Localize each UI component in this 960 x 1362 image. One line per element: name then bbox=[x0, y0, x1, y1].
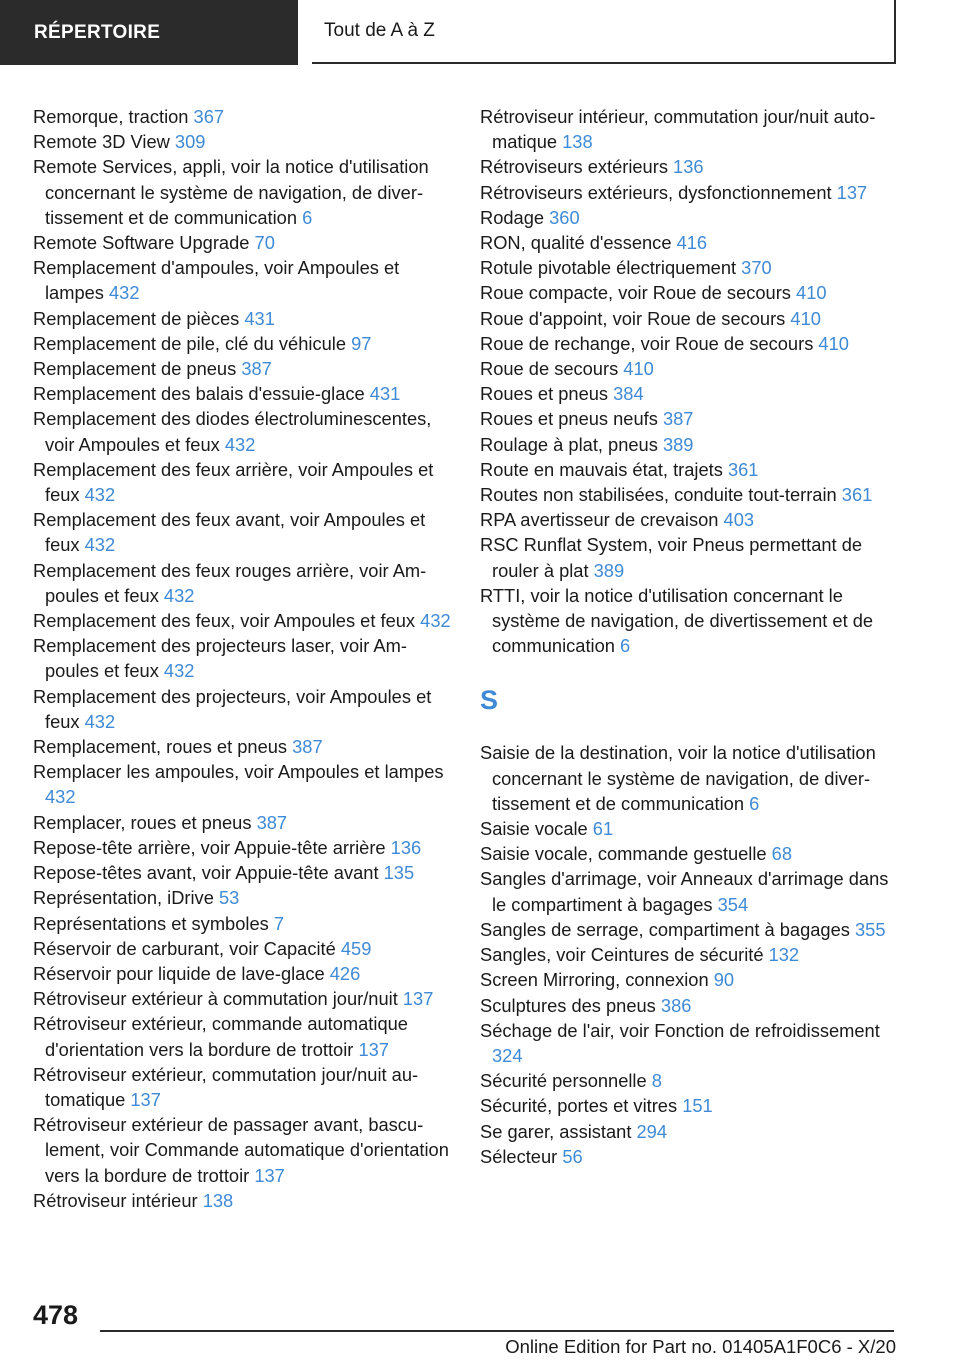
page-link[interactable]: 432 bbox=[163, 584, 195, 606]
page-link[interactable]: 389 bbox=[662, 433, 694, 455]
page-link[interactable]: 459 bbox=[340, 937, 372, 959]
entry-term: Saisie de la destination, voir la notice d'utilisation concernant le système de navigation, de divertissement et de communication bbox=[480, 742, 876, 814]
index-entry bbox=[33, 608, 453, 633]
page-link[interactable]: 431 bbox=[244, 307, 275, 329]
page-link[interactable]: 387 bbox=[292, 736, 323, 758]
page-link[interactable]: 8 bbox=[651, 1070, 662, 1092]
index-entry bbox=[33, 1011, 453, 1061]
entry-term: Représentations et symboles bbox=[33, 912, 274, 934]
entry-term: Remote 3D View bbox=[33, 131, 175, 153]
page-link[interactable]: 432 bbox=[224, 433, 256, 455]
entry-term: Remplacement des diodes électroluminescentes, voir Ampoules et feux bbox=[33, 408, 432, 455]
page-link[interactable]: 389 bbox=[593, 559, 625, 581]
page-link[interactable]: 432 bbox=[420, 610, 451, 632]
page-link[interactable]: 354 bbox=[717, 893, 749, 915]
page-link[interactable]: 367 bbox=[193, 106, 225, 127]
index-entry bbox=[480, 356, 900, 381]
entry-term: Remplacer les ampoules, voir Ampoules et lampes bbox=[33, 761, 444, 783]
entry-term: Rétroviseur extérieur à commutation jour/nuit bbox=[33, 988, 403, 1010]
page-link[interactable]: 137 bbox=[402, 988, 434, 1010]
index-entry bbox=[33, 129, 453, 154]
entry-term: Représentation, iDrive bbox=[33, 887, 219, 909]
entry-term: RON, qualité d'essence bbox=[480, 232, 677, 254]
entry-term: Rétroviseurs extérieurs, dysfonctionnement bbox=[480, 181, 837, 203]
index-entry bbox=[480, 993, 900, 1018]
index-entry bbox=[480, 205, 900, 230]
entry-term: Se garer, assistant bbox=[480, 1120, 637, 1142]
index-entry bbox=[480, 1093, 900, 1118]
index-column-left bbox=[33, 104, 453, 1213]
index-entry bbox=[33, 633, 453, 683]
entry-term: Roues et pneus bbox=[480, 383, 614, 405]
section-letter: S bbox=[480, 685, 499, 716]
page-link[interactable]: 7 bbox=[273, 912, 284, 934]
page-link[interactable]: 324 bbox=[492, 1044, 523, 1066]
page-link[interactable]: 387 bbox=[662, 408, 694, 430]
entry-term: Remplacer, roues et pneus bbox=[33, 811, 257, 833]
entry-term: Remote Software Upgrade bbox=[33, 232, 255, 254]
index-entry bbox=[480, 406, 900, 431]
entry-term: Roue compacte, voir Roue de secours bbox=[480, 282, 797, 304]
page-link[interactable]: 135 bbox=[383, 862, 415, 884]
entry-term: Sculptures des pneus bbox=[480, 994, 661, 1016]
edition-info: Online Edition for Part no. 01405A1F0C6 - X/20 bbox=[505, 1336, 896, 1357]
index-entry bbox=[480, 1068, 900, 1093]
page-link[interactable]: 432 bbox=[163, 660, 195, 682]
page-link[interactable]: 360 bbox=[549, 206, 580, 228]
index-entry bbox=[33, 1188, 453, 1213]
entry-term: Route en mauvais état, trajets bbox=[480, 458, 728, 480]
index-entry bbox=[33, 104, 453, 129]
page-link[interactable]: 386 bbox=[660, 994, 692, 1016]
index-entry bbox=[480, 331, 900, 356]
index-entry bbox=[480, 280, 900, 305]
entry-term: Rétroviseur extérieur, commutation jour/nuit automatique bbox=[33, 1063, 419, 1110]
entry-term: Rétroviseurs extérieurs bbox=[480, 156, 674, 178]
index-entry bbox=[33, 961, 453, 986]
index-entry bbox=[480, 816, 900, 841]
index-entry bbox=[33, 684, 453, 734]
index-entry bbox=[33, 759, 453, 809]
entry-term: Rétroviseur extérieur de passager avant, basculement, voir Commande automatique d'orientation vers la bordure de trottoir bbox=[33, 1114, 449, 1186]
index-entry bbox=[33, 986, 453, 1011]
entry-term: Roulage à plat, pneus bbox=[480, 433, 663, 455]
index-entry bbox=[33, 230, 453, 255]
index-entry bbox=[33, 1112, 453, 1188]
index-entry bbox=[480, 255, 900, 280]
index-entry bbox=[33, 507, 453, 557]
entry-term: Remplacement des balais d'essuie-glace bbox=[33, 383, 370, 405]
page-link[interactable]: 97 bbox=[351, 332, 372, 354]
entry-term: Séchage de l'air, voir Fonction de refroidissement bbox=[480, 1019, 880, 1041]
page-link[interactable]: 416 bbox=[676, 232, 708, 254]
entry-term: Remplacement de pièces bbox=[33, 307, 245, 329]
page-link[interactable]: 56 bbox=[562, 1145, 583, 1167]
index-entry bbox=[480, 967, 900, 992]
page-link[interactable]: 136 bbox=[390, 836, 422, 858]
page-link[interactable]: 432 bbox=[84, 710, 116, 732]
page-link[interactable]: 426 bbox=[329, 962, 361, 984]
index-entry bbox=[480, 841, 900, 866]
page-link[interactable]: 431 bbox=[369, 383, 401, 405]
entry-term: Roues et pneus neufs bbox=[480, 408, 663, 430]
page-header bbox=[0, 0, 960, 66]
page-link[interactable]: 90 bbox=[713, 969, 735, 991]
index-entry bbox=[480, 583, 900, 659]
index-entry bbox=[33, 154, 453, 230]
section-tab[interactable]: RÉPERTOIRE bbox=[0, 0, 298, 65]
page-link[interactable]: 137 bbox=[358, 1038, 389, 1060]
index-entry bbox=[480, 917, 900, 942]
entry-term: Réservoir pour liquide de lave-glace bbox=[33, 962, 330, 984]
page-link[interactable]: 384 bbox=[613, 383, 644, 405]
entry-term: Remplacement de pile, clé du véhicule bbox=[33, 332, 352, 354]
entry-term: Rotule pivotable électriquement bbox=[480, 257, 742, 279]
page-link[interactable]: 151 bbox=[682, 1095, 713, 1117]
index-entry bbox=[480, 230, 900, 255]
index-entry bbox=[480, 740, 900, 816]
entry-term: Remplacement d'ampoules, voir Ampoules et lampes bbox=[33, 257, 400, 304]
index-entry bbox=[33, 255, 453, 305]
index-entry bbox=[33, 1062, 453, 1112]
page-link[interactable]: 6 bbox=[302, 206, 313, 228]
index-entry bbox=[480, 432, 900, 457]
page-link[interactable]: 432 bbox=[45, 786, 76, 808]
index-entry bbox=[33, 381, 453, 406]
page-link[interactable]: 61 bbox=[592, 818, 614, 840]
entry-term: Remplacement des feux arrière, voir Ampoules et feux bbox=[33, 458, 434, 506]
entry-term: Sécurité, portes et vitres bbox=[480, 1095, 683, 1117]
page-link[interactable]: 6 bbox=[749, 792, 760, 814]
entry-term: Sangles d'arrimage, voir Anneaux d'arrimage dans le compartiment à bagages bbox=[480, 868, 889, 915]
page-link[interactable]: 138 bbox=[202, 1189, 234, 1211]
index-entry bbox=[33, 331, 453, 356]
footer-divider bbox=[100, 1330, 894, 1332]
index-entry bbox=[480, 180, 900, 205]
entry-term: Repose-tête arrière, voir Appuie-tête arrière bbox=[33, 836, 391, 858]
page-link[interactable]: 410 bbox=[796, 282, 827, 304]
page-link[interactable]: 355 bbox=[855, 918, 886, 940]
entry-term: Roue d'appoint, voir Roue de secours bbox=[480, 307, 791, 329]
entry-term: Sécurité personnelle bbox=[480, 1070, 652, 1092]
index-entry bbox=[480, 381, 900, 406]
entry-term: Roue de rechange, voir Roue de secours bbox=[480, 332, 819, 354]
entry-term: Rétroviseur intérieur bbox=[33, 1189, 203, 1211]
index-column-right bbox=[480, 104, 900, 1169]
page-link[interactable]: 136 bbox=[673, 156, 704, 178]
entry-term: RTTI, voir la notice d'utilisation concernant le système de navigation, de divertissement et de communication bbox=[480, 584, 874, 657]
entry-term: Remplacement des feux avant, voir Ampoules et feux bbox=[33, 509, 426, 556]
entry-term: Remorque, traction bbox=[33, 106, 194, 127]
index-entry bbox=[480, 104, 900, 154]
page-link[interactable]: 361 bbox=[727, 458, 759, 480]
entry-term: Sangles de serrage, compartiment à bagages bbox=[480, 918, 855, 940]
entry-term: Sangles, voir Ceintures de sécurité bbox=[480, 944, 769, 966]
index-entry bbox=[33, 936, 453, 961]
index-entry bbox=[480, 154, 900, 179]
entry-term: Remplacement des feux rouges arrière, voir Ampoules et feux bbox=[33, 559, 427, 606]
page-link[interactable]: 410 bbox=[818, 332, 849, 354]
entry-term: Saisie vocale, commande gestuelle bbox=[480, 843, 772, 865]
index-entry bbox=[33, 306, 453, 331]
index-entry bbox=[33, 558, 453, 608]
index-entry bbox=[33, 457, 453, 507]
index-entry bbox=[480, 1018, 900, 1068]
page-link[interactable]: 432 bbox=[84, 534, 116, 556]
index-entry bbox=[480, 482, 900, 507]
entry-term: Sélecteur bbox=[480, 1145, 563, 1167]
index-entry bbox=[480, 942, 900, 967]
entry-term: Routes non stabilisées, conduite tout-terrain bbox=[480, 484, 842, 506]
page-link[interactable]: 387 bbox=[256, 811, 288, 833]
page-link[interactable]: 370 bbox=[741, 257, 772, 279]
page-link[interactable]: 387 bbox=[241, 358, 272, 380]
index-entry bbox=[33, 885, 453, 910]
index-entry bbox=[33, 734, 453, 759]
page-link[interactable]: 70 bbox=[254, 232, 275, 254]
entry-term: Saisie vocale bbox=[480, 818, 593, 840]
index-entry bbox=[480, 306, 900, 331]
entry-term: Réservoir de carburant, voir Capacité bbox=[33, 937, 341, 959]
page-link[interactable]: 294 bbox=[636, 1120, 668, 1142]
page-link[interactable]: 137 bbox=[836, 181, 868, 203]
index-entry bbox=[480, 457, 900, 482]
index-entry bbox=[33, 810, 453, 835]
index-entry bbox=[33, 860, 453, 885]
page-link[interactable]: 138 bbox=[562, 131, 593, 153]
page-link[interactable]: 403 bbox=[723, 509, 755, 531]
entry-term: Remplacement des feux, voir Ampoules et feux bbox=[33, 610, 421, 632]
page-number: 478 bbox=[33, 1300, 79, 1330]
page-link[interactable]: 361 bbox=[841, 484, 873, 506]
index-entry bbox=[480, 1144, 900, 1169]
chapter-title: Tout de A à Z bbox=[312, 0, 896, 64]
entry-term: Repose-têtes avant, voir Appuie-tête avant bbox=[33, 862, 384, 884]
index-entry bbox=[480, 532, 900, 582]
index-list-s bbox=[480, 740, 900, 1168]
page-link[interactable]: 309 bbox=[174, 131, 206, 153]
page-link[interactable]: 410 bbox=[790, 307, 821, 329]
index-entry bbox=[33, 911, 453, 936]
entry-term: Remplacement, roues et pneus bbox=[33, 736, 293, 758]
page-link[interactable]: 432 bbox=[109, 282, 140, 304]
entry-term: Remplacement de pneus bbox=[33, 358, 242, 380]
entry-term: Rétroviseur extérieur, commande automatique d'orientation vers la bordure de trottoir bbox=[33, 1013, 408, 1060]
entry-term: Rétroviseur intérieur, commutation jour/nuit automatique bbox=[480, 106, 876, 153]
page-link[interactable]: 410 bbox=[623, 358, 654, 380]
page-link[interactable]: 53 bbox=[218, 887, 240, 909]
entry-term: Rodage bbox=[480, 206, 550, 228]
page-link[interactable]: 432 bbox=[84, 484, 116, 506]
index-entry bbox=[33, 406, 453, 456]
page-link[interactable]: 6 bbox=[620, 635, 631, 657]
entry-term: RPA avertisseur de crevaison bbox=[480, 509, 724, 531]
page-link[interactable]: 137 bbox=[130, 1088, 161, 1110]
index-entry bbox=[480, 866, 900, 916]
entry-term: RSC Runflat System, voir Pneus permettant de rouler à plat bbox=[480, 534, 863, 581]
index-list-r bbox=[480, 104, 900, 658]
index-entry bbox=[480, 1119, 900, 1144]
index-entry bbox=[480, 507, 900, 532]
page-link[interactable]: 68 bbox=[771, 843, 792, 865]
entry-term: Roue de secours bbox=[480, 358, 624, 380]
index-entry bbox=[33, 835, 453, 860]
entry-term: Remplacement des projecteurs, voir Ampoules et feux bbox=[33, 685, 432, 732]
page-link[interactable]: 132 bbox=[768, 944, 800, 966]
page-link[interactable]: 137 bbox=[254, 1164, 285, 1186]
entry-term: Remplacement des projecteurs laser, voir Ampoules et feux bbox=[33, 635, 407, 682]
entry-term: Screen Mirroring, connexion bbox=[480, 969, 714, 991]
entry-term: Remote Services, appli, voir la notice d'utilisation concernant le système de navigation, de divertissement et de communication bbox=[33, 156, 429, 228]
index-entry bbox=[33, 356, 453, 381]
